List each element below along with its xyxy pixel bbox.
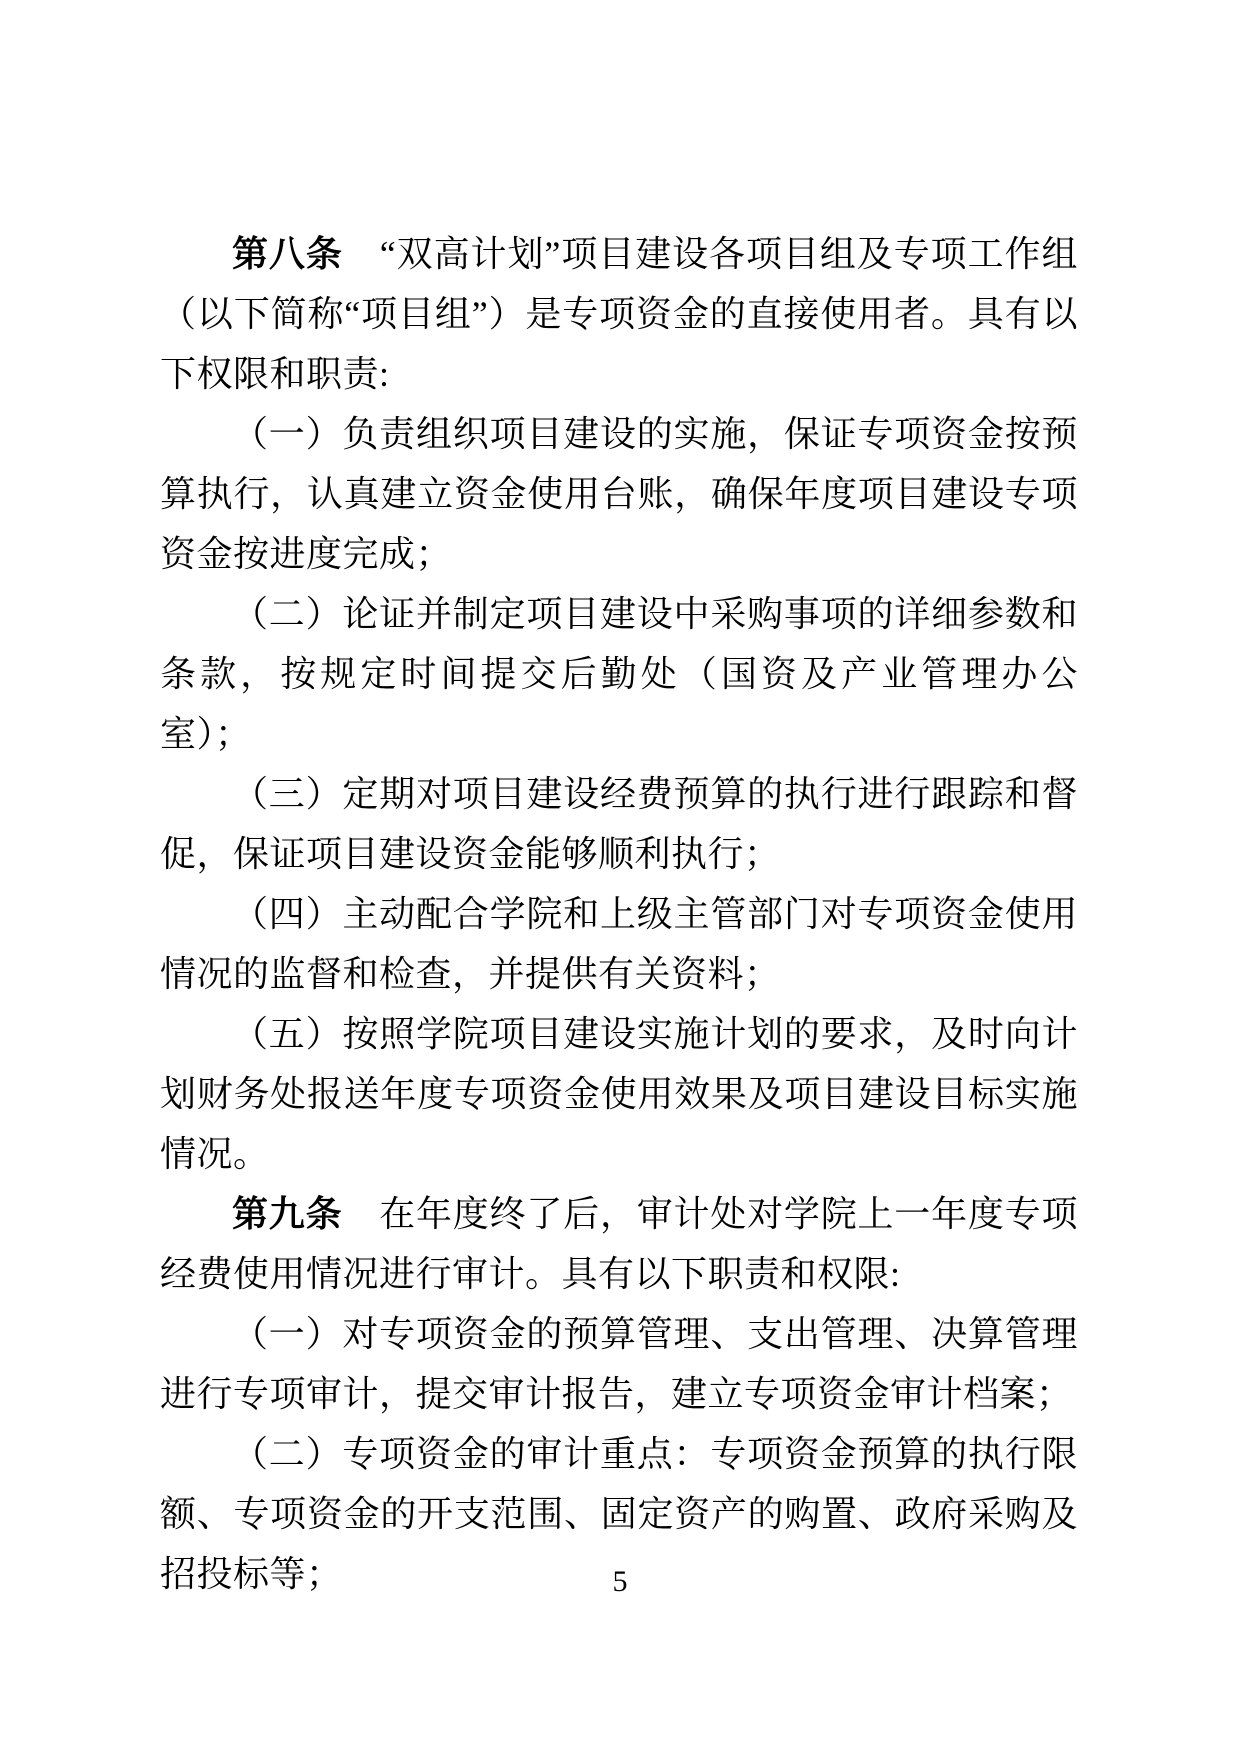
paragraph-item-2	[160, 584, 1078, 764]
audit-item-2-text: （二）专项资金的审计重点：专项资金预算的执行限额、专项资金的开支范围、固定资产的购置、政府采购及招投标等；	[160, 1434, 1078, 1594]
paragraph-article-9	[160, 1184, 1078, 1304]
article-9-label: 第九条	[232, 1194, 343, 1234]
item-2-text: （二）论证并制定项目建设中采购事项的详细参数和条款，按规定时间提交后勤处（国资及产业管理办公室）；	[160, 594, 1078, 754]
audit-item-1-text: （一）对专项资金的预算管理、支出管理、决算管理进行专项审计，提交审计报告，建立专项资金审计档案；	[160, 1314, 1078, 1414]
article-8-text: “双高计划”项目建设各项目组及专项工作组（以下简称“项目组”）是专项资金的直接使用者。具有以下权限和职责:	[160, 234, 1078, 394]
paragraph-article-8	[160, 224, 1078, 404]
document-body	[160, 224, 1078, 1604]
item-5-text: （五）按照学院项目建设实施计划的要求，及时向计划财务处报送年度专项资金使用效果及项目建设目标实施情况。	[160, 1014, 1078, 1174]
item-1-text: （一）负责组织项目建设的实施，保证专项资金按预算执行，认真建立资金使用台账，确保年度项目建设专项资金按进度完成；	[160, 414, 1078, 574]
item-4-text: （四）主动配合学院和上级主管部门对专项资金使用情况的监督和检查，并提供有关资料；	[160, 894, 1078, 994]
paragraph-item-3	[160, 764, 1078, 884]
paragraph-item-5	[160, 1004, 1078, 1184]
article-8-label: 第八条	[232, 234, 343, 274]
paragraph-audit-item-1	[160, 1304, 1078, 1424]
paragraph-item-1	[160, 404, 1078, 584]
item-3-text: （三）定期对项目建设经费预算的执行进行跟踪和督促，保证项目建设资金能够顺利执行；	[160, 774, 1078, 874]
article-9-text: 在年度终了后，审计处对学院上一年度专项经费使用情况进行审计。具有以下职责和权限:	[160, 1194, 1078, 1294]
paragraph-item-4	[160, 884, 1078, 1004]
page-number: 5	[612, 1565, 628, 1598]
